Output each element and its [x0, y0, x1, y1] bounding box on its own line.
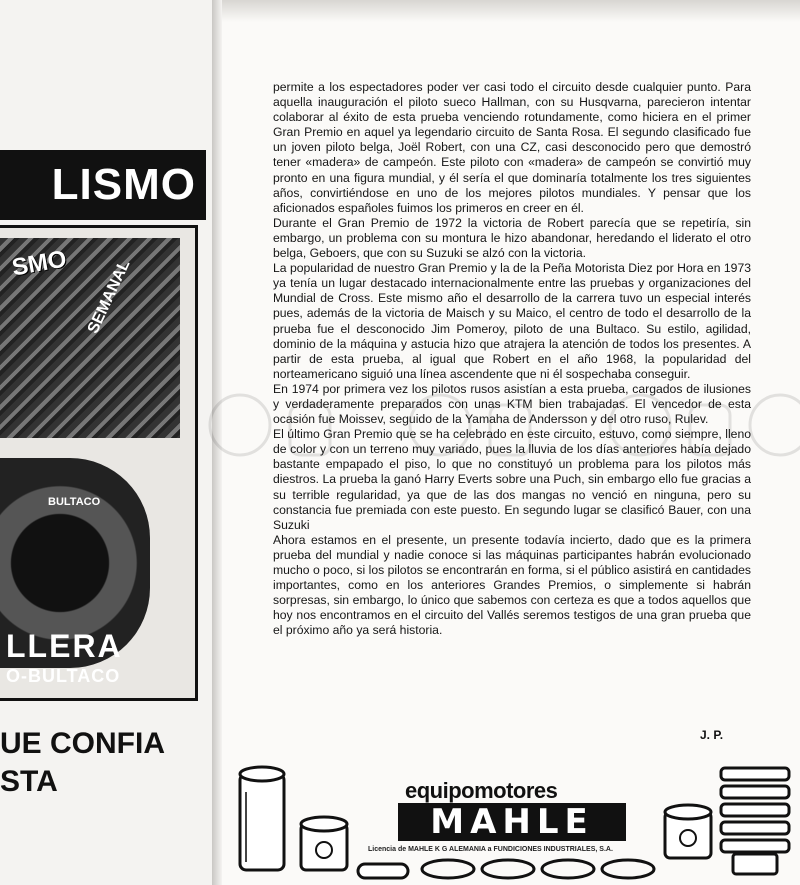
piston-pin-icon — [354, 860, 414, 884]
article-paragraph: Ahora estamos en el presente, un presente todavía incierto, dado que es la primera prueba del mundial y nadie conoce si las máquinas participantes habrán evolucionado mucho o poco, si los pilotos se encontrarán en forma, si el público asistirá en cantidades importantes, como en los anteriores Grandes Premios, o simplemente si habrán sorpresas, sin embargo, lo único que sabemos con certeza es que a todos aquellos que hoy nos encontramos en el circuito del Vallés seremos testigos de una gran prueba que el próximo año ya será historia. — [273, 532, 751, 638]
poster-slogan-line1: UE CONFIA — [0, 727, 165, 760]
mahle-logo: MAHLE — [398, 803, 626, 841]
poster-mag-title: SMO — [9, 245, 69, 282]
poster-mag-subtitle: SEMANAL — [84, 257, 134, 337]
ad-license-text: Licencia de MAHLE K G ALEMANIA a FUNDICIONES INDUSTRIALES, S.A. — [368, 846, 613, 853]
piston-icon — [660, 800, 716, 864]
poster-llera-text: LLERA — [6, 628, 123, 664]
article-paragraph: En 1974 por primera vez los pilotos rusos asistían a esta prueba, cargados de ilusiones y verdaderamente preparados con unas KTM bien trabajadas. El vencedor de esta ocasión fue Moissev, seguido de la Yamaha de Andersson y del otro ruso, Rulev. — [273, 381, 751, 427]
cylinder-sleeve-icon — [232, 762, 292, 880]
article-body — [273, 80, 751, 638]
article-paragraph: El último Gran Premio que se ha celebrado en este circuito, estuvo, como siempre, lleno de color y con un terreno muy variado, pues la lluvia de los días anteriores había dejado bastante empapado el piso, lo que no constituyó un problema para los pilotos más diestros. La prueba la ganó Harry Everts sobre una Puch, sin embargo ello fue gracias a su terrible regularidad, ya que de las dos mangas no venció en ninguna, pero su constancia fue premiada con este puesto. En segundo lugar se clasificó Bauer, con una Suzuki — [273, 427, 751, 532]
author-signature: J. P. — [700, 728, 724, 742]
poster-banner-text: LISMO — [51, 160, 196, 209]
ad-tagline: equipomotores — [405, 778, 558, 803]
article-paragraph: La popularidad de nuestro Gran Premio y la de la Peña Motorista Diez por Hora en 1973 ya tenía un lugar destacado internacionalmente entre las pruebas y organizaciones del Mundial de Cross. Este mismo año el desarrollo de la carrera tuvo un especial interés pues, además de la victoria de Maisch y su Maico, el centro de todo el desarrollo de la prueba fue el desconocido Jim Pomeroy, piloto de una Bultaco. Su estilo, agilidad, dominio de la máquina y astucia hizo que atrajera la atención de todos los presentes. A partir de esta prueba, al igual que Robert en el año 1968, la popularidad del norteamericano siguió una línea ascendente que ni él sospechaba conseguir. — [273, 261, 751, 381]
poster-sponsor-text: O-BULTACO — [6, 666, 121, 686]
article-paragraph: permite a los espectadores poder ver casi todo el circuito desde cualquier punto. Para aquella inauguración el piloto sueco Hallman, con su Husqvarna, parecieron intentar colaborar al éxito de esta prueba venciendo rotundamente, como hiciera en el primer Gran Premio en aquel ya legendario circuito de Santa Rosa. El segundo clasificado fue un joven piloto belga, Joël Robert, con una CZ, casi desconocido pero que demostró tener «madera» de campeón. Este piloto con «madera» de campeón se convirtió muy pronto en una figura mundial, y él sería el que dominaría totalmente los tres siguientes años, convirtiéndose en uno de los mejores pilotos mundiales. Y pensar que los aficionados españoles fuimos los primeros en creer en él. — [273, 80, 751, 215]
top-shadow — [222, 0, 800, 22]
poster-artwork — [0, 225, 198, 701]
poster-slogan-line2: STA — [0, 765, 58, 798]
piston-icon — [296, 812, 352, 876]
poster-banner — [0, 150, 206, 220]
article-paragraph: Durante el Gran Premio de 1972 la victoria de Robert parecía que se repetiría, sin embargo, un problema con su montura le hizo abandonar, heredando el liderato el otro belga, Geboers, que con su Suzuki se alzó con la victoria. — [273, 215, 751, 261]
poster-bultaco-label: BULTACO — [48, 496, 101, 508]
finned-cylinder-icon — [715, 760, 795, 880]
piston-rings-icon — [418, 855, 688, 883]
poster-slogan — [0, 725, 165, 801]
